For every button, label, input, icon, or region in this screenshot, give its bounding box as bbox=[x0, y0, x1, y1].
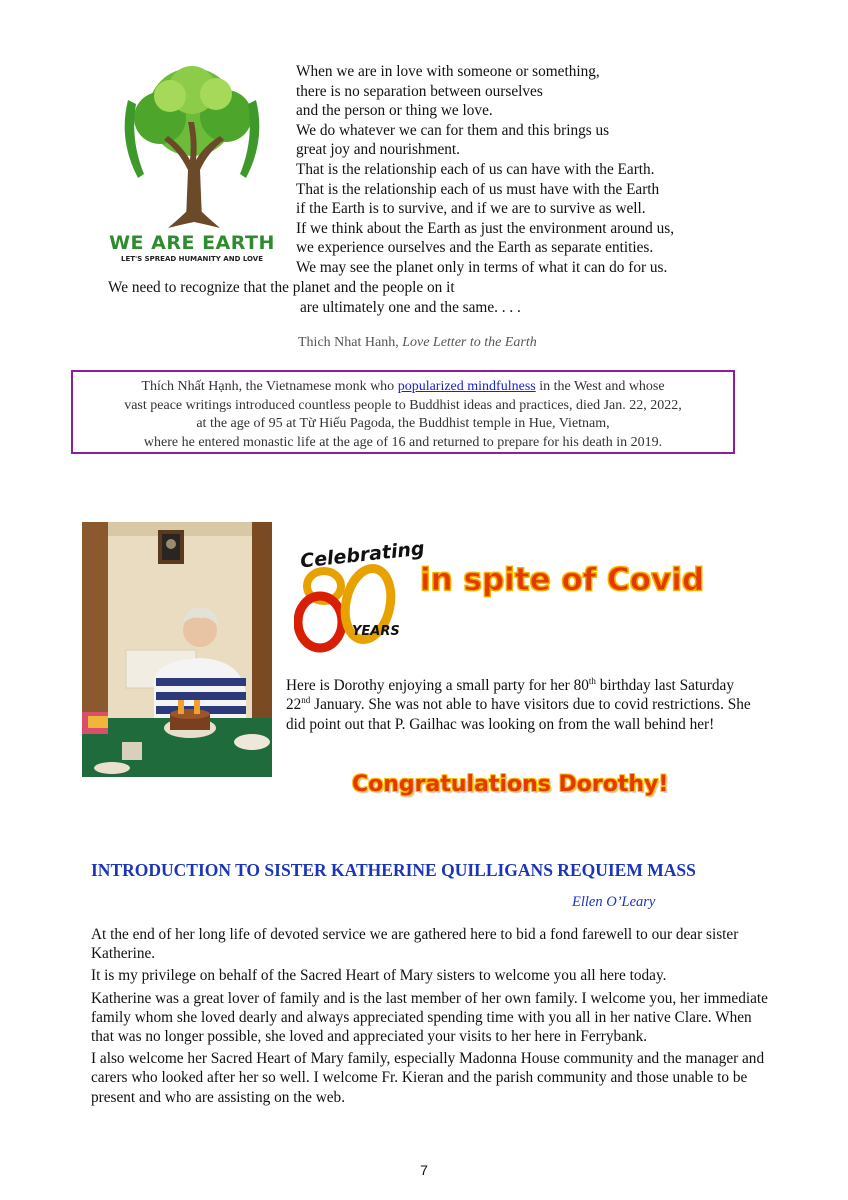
logo-subtitle: LET'S SPREAD HUMANITY AND LOVE bbox=[120, 255, 263, 263]
poem-block bbox=[296, 62, 674, 278]
celebrating-years: YEARS bbox=[352, 624, 400, 639]
article-paragraph: Katherine was a great lover of family and is the last member of her own family. I welcome you, her immediate family whom she loved dearly and always appreciated spending time with you all in her native Clare. When that was no longer possible, she loved and appreciated your visits to her here in Ferrybank. bbox=[91, 989, 768, 1046]
celebrating-80-icon bbox=[294, 556, 404, 656]
notice-line: where he entered monastic life at the age of 16 and returned to prepare for his death in 2019. bbox=[143, 434, 663, 450]
article-paragraph: I also welcome her Sacred Heart of Mary family, especially Madonna House community and the manager and carers who looked after her so well. I welcome Fr. Kieran and the parish community and those unable to be present and who are assisting on the web. bbox=[91, 1050, 765, 1106]
poem-line: we experience ourselves and the Earth as separate entities. bbox=[296, 239, 654, 257]
notice-line: at the age of 95 at Từ Hiếu Pagoda, the Buddhist temple in Hue, Vietnam, bbox=[196, 416, 610, 431]
notice-text: in the West and whose bbox=[535, 379, 665, 394]
birthday-paragraph bbox=[286, 676, 756, 734]
congratulations-banner: Congratulations Dorothy! bbox=[352, 772, 669, 797]
article-author: Ellen O’Leary bbox=[572, 894, 656, 910]
poem-line: That is the relationship each of us can have with the Earth. bbox=[296, 160, 655, 178]
notice-line bbox=[73, 378, 733, 397]
notice-text: Thích Nhất Hạnh, the Vietnamese monk who bbox=[141, 379, 398, 394]
poem-line: We do whatever we can for them and this brings us bbox=[296, 121, 610, 139]
poem-line: If we think about the Earth as just the environment around us, bbox=[296, 219, 675, 237]
poem-line: there is no separation between ourselves bbox=[296, 82, 543, 100]
credit-author: Thich Nhat Hanh, bbox=[298, 335, 399, 350]
page-number: 7 bbox=[420, 1162, 428, 1178]
logo-title: WE ARE EARTH bbox=[109, 232, 275, 254]
poem-line: That is the relationship each of us must have with the Earth bbox=[296, 180, 660, 198]
birthday-text: January. She was not able to have visitors due to covid restrictions. She did point out that P. Gailhac was looking on from the wall behind her! bbox=[286, 696, 751, 733]
poem-line: and the person or thing we love. bbox=[296, 102, 493, 120]
birthday-text: Here is Dorothy enjoying a small party for her 80 bbox=[286, 677, 589, 694]
poem-line: We need to recognize that the planet and the people on it bbox=[108, 279, 455, 296]
ordinal-suffix: nd bbox=[301, 695, 311, 706]
article-body bbox=[91, 925, 771, 1110]
ordinal-suffix: th bbox=[588, 675, 596, 686]
article-heading: INTRODUCTION TO SISTER KATHERINE QUILLIGANS REQUIEM MASS bbox=[91, 860, 696, 880]
popularized-mindfulness-link[interactable]: popularized mindfulness bbox=[397, 379, 536, 394]
covid-headline: in spite of Covid bbox=[420, 562, 705, 598]
credit-work: Love Letter to the Earth bbox=[402, 335, 537, 350]
obituary-notice-box bbox=[71, 370, 735, 454]
birthday-text: birthday last Saturday 22 bbox=[286, 677, 734, 714]
poem-line: if the Earth is to survive, and if we are to survive as well. bbox=[296, 200, 646, 218]
poem-line: great joy and nourishment. bbox=[296, 141, 460, 159]
article-paragraph: It is my privilege on behalf of the Sacred Heart of Mary sisters to welcome you all here today. bbox=[91, 967, 667, 985]
poem-line: are ultimately one and the same. . . . bbox=[300, 299, 521, 316]
birthday-photo bbox=[82, 522, 272, 777]
article-paragraph: At the end of her long life of devoted service we are gathered here to bid a fond farewell to our dear sister Katherine. bbox=[91, 926, 739, 963]
poem-line: When we are in love with someone or something, bbox=[296, 63, 600, 80]
poem-line: We may see the planet only in terms of what it can do for us. bbox=[296, 258, 668, 276]
poem-credit bbox=[298, 335, 537, 351]
celebrating-word: Celebrating bbox=[299, 537, 426, 573]
notice-line: vast peace writings introduced countless people to Buddhist ideas and practices, died Jan. 22, 2022, bbox=[124, 397, 682, 413]
